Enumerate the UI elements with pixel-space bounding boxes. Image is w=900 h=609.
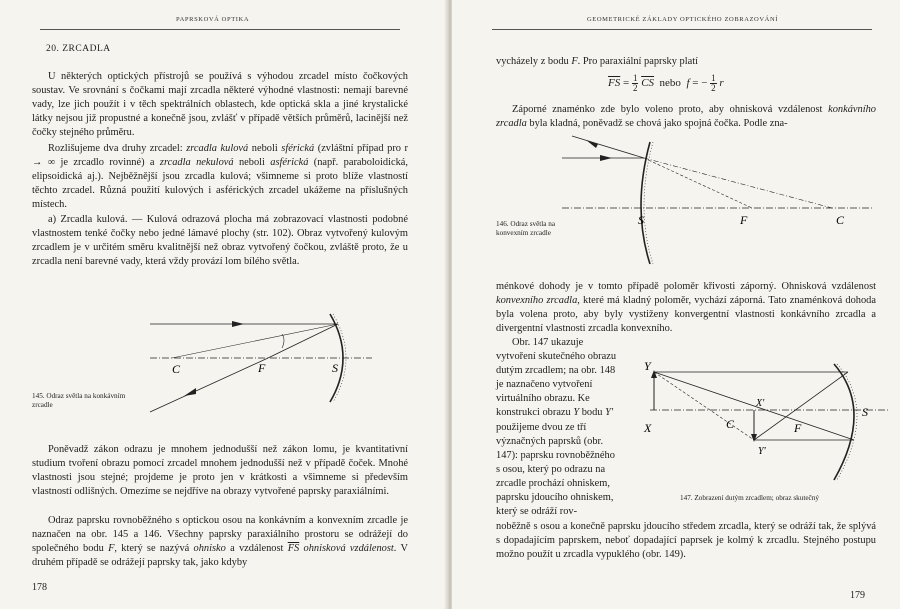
ray-arrow: [600, 155, 612, 161]
ray-arrow-reflected: [586, 140, 598, 148]
reflected-ray-continued: [150, 358, 268, 412]
reflected-ray: [572, 136, 644, 158]
label-f: F: [258, 361, 266, 375]
paragraph-paraxial: vycházely z bodu F. Pro paraxiální paprsky platí: [496, 56, 699, 67]
paragraph-convex: ménkové dohody je v tomto případě poloměr křivosti záporný. Ohnisková vzdálenost konvexního zrcadla, které má kladný poloměr, vychází záporná. Tato znaménková dohoda byla volena proto, aby byly vystiženy konvergentní vlastnosti konkávního zrcadla a divergentní vlastnosti zrcadla konvexního.: [496, 281, 876, 335]
running-head-right: GEOMETRICKÉ ZÁKLADY OPTICKÉHO ZOBRAZOVÁNÍ: [587, 16, 778, 23]
label-f: F: [794, 421, 802, 435]
figure-147-caption: 147. Zobrazení dutým zrcadlem; obraz skutečný: [680, 494, 819, 502]
label-x-prime: X': [756, 398, 765, 409]
figure-146-caption: 146. Odraz světla na konvexním zrcadle: [496, 220, 556, 237]
label-c: C: [836, 213, 845, 227]
section-title: 20. ZRCADLA: [46, 44, 111, 54]
figure-147-diagram: [622, 358, 892, 498]
paragraph-reflection-law: Poněvadž zákon odrazu je mnohem jednodušší než zákon lomu, je kvantitativní studium tvoření obrazu pomocí zrcadel mnohem jednodušší než v případě čoček. Mnohé vlastnosti jsou stejné; projdeme je proto jen v krátkosti a všimneme si především vlastností odlišných. Omezíme se nejdříve na obrazy vytvořené paprsky paraxiálními.: [32, 444, 408, 498]
label-s: S: [638, 213, 644, 227]
label-y: Y: [644, 359, 651, 373]
header-rule-right: [492, 29, 872, 30]
paragraph-image-construction: Obr. 147 ukazuje vytvoření skutečného obrazu dutým zrcadlem; na obr. 148 je naznačeno vytvoření virtuálního obrazu. Ke konstrukci obrazu Y bodu Y' použijeme dvou ze tří význačných paprsků (obr. 147): paprsku rovnoběžného s osou, který po odrazu na zrcadle prochází ohniskem, paprsku jdoucího ohniskem, který se odráží rov-: [496, 337, 617, 518]
ray-arrow: [232, 321, 244, 327]
object-arrowhead: [651, 370, 657, 378]
paragraph-mirror-types: Rozlišujeme dva druhy zrcadel: zrcadla kulová neboli sférická (zvláštní případ pro r → ∞ je zrcadlo rovinné) a zrcadla nekulová neboli asférická (např. paraboloidická, elipsoidická aj.). Nejběžnější jsou zrcadla kulová; všimneme si proto blíže vlastností těchto zrcadel. Různá použití kulových i asférických zrcadel ukážeme na příslušných místech.: [32, 143, 408, 211]
label-x: X: [644, 421, 652, 435]
reflected-ray: [268, 324, 338, 358]
paragraph-center-ray: noběžně s osou a konečně paprsku jdoucího středem zrcadla, který se odráží tak, že splývá s dopadajícím paprskem, neboť dopadající paprsek je kolmý k zrcadlu. Stejného postupu možno použít u zrcadla vypuklého (obr. 149).: [496, 521, 876, 561]
ray-center: [654, 372, 754, 440]
page-number-right: 179: [850, 590, 865, 601]
left-page: [0, 0, 448, 609]
label-c: C: [172, 362, 181, 376]
virtual-ray: [644, 158, 752, 208]
normal-line: [172, 324, 338, 358]
ray-arrow-reflected: [184, 388, 196, 396]
normal-line: [644, 158, 832, 208]
label-s: S: [332, 361, 338, 375]
angle-arc: [282, 334, 284, 348]
right-page: [452, 0, 900, 609]
figure-146-diagram: [452, 136, 900, 266]
label-y-prime: Y': [758, 446, 766, 457]
label-f: F: [740, 213, 748, 227]
header-rule-left: [40, 29, 400, 30]
concave-mirror: [834, 364, 854, 480]
figure-145-caption: 145. Odraz světla na konkávním zrcadle: [32, 392, 126, 409]
paragraph-spherical-mirrors: a) Zrcadla kulová. — Kulová odrazová plocha má zobrazovací vlastnosti podobné vlastnostem tenké čočky nebo jedné lámavé plochy (str. 102). Obraz vytvořený kulovým zrcadlem je v určitém směru kvalitnější než obraz vytvořený čočkou, zvláště proto, že u zrcadla není barevné vady, která vždy provází lom bílého světla.: [32, 214, 408, 268]
paragraph-intro: U některých optických přístrojů se používá s výhodou zrcadel místo čočkových soustav. Ve srovnání s čočkami mají zrcadla některé výhodné vlastnosti: nemají barevné vady, lze jich použít i v těch spektrálních oblastech, kde optická skla a jiné krystalické látky nejsou již propustné a konečně jsou, zvlášť v případě větších průměrů, lacinější než čočky stejného průměru.: [32, 71, 408, 139]
page-number-left: 178: [32, 582, 47, 593]
label-s: S: [862, 405, 868, 419]
focal-length-formula: $\overline{FS}$ = $\frac{1}{2}$ $\overline{CS}$ nebo f = − $\frac{1}{2}$ r: [608, 73, 724, 93]
label-c: C: [726, 417, 735, 431]
paragraph-focus: Odraz paprsku rovnoběžného s optickou osou na konkávním a konvexním zrcadle je naznačen na obr. 145 a 146. Všechny paprsky paraxiálního prostoru se odrážejí do společného bodu F, který se nazývá ohnisko a vzdálenost $\overline{FS}$ ohnisková vzdálenost. V druhém případě se odrážejí paprsky tak, jako kdyby: [32, 515, 408, 569]
paragraph-sign-convention: Záporné znaménko zde bylo voleno proto, aby ohnisková vzdálenost konkávního zrcadla byla kladná, poněvadž se chová jako spojná čočka. Podle zna-: [496, 104, 876, 130]
running-head-left: PAPRSKOVÁ OPTIKA: [176, 16, 250, 23]
